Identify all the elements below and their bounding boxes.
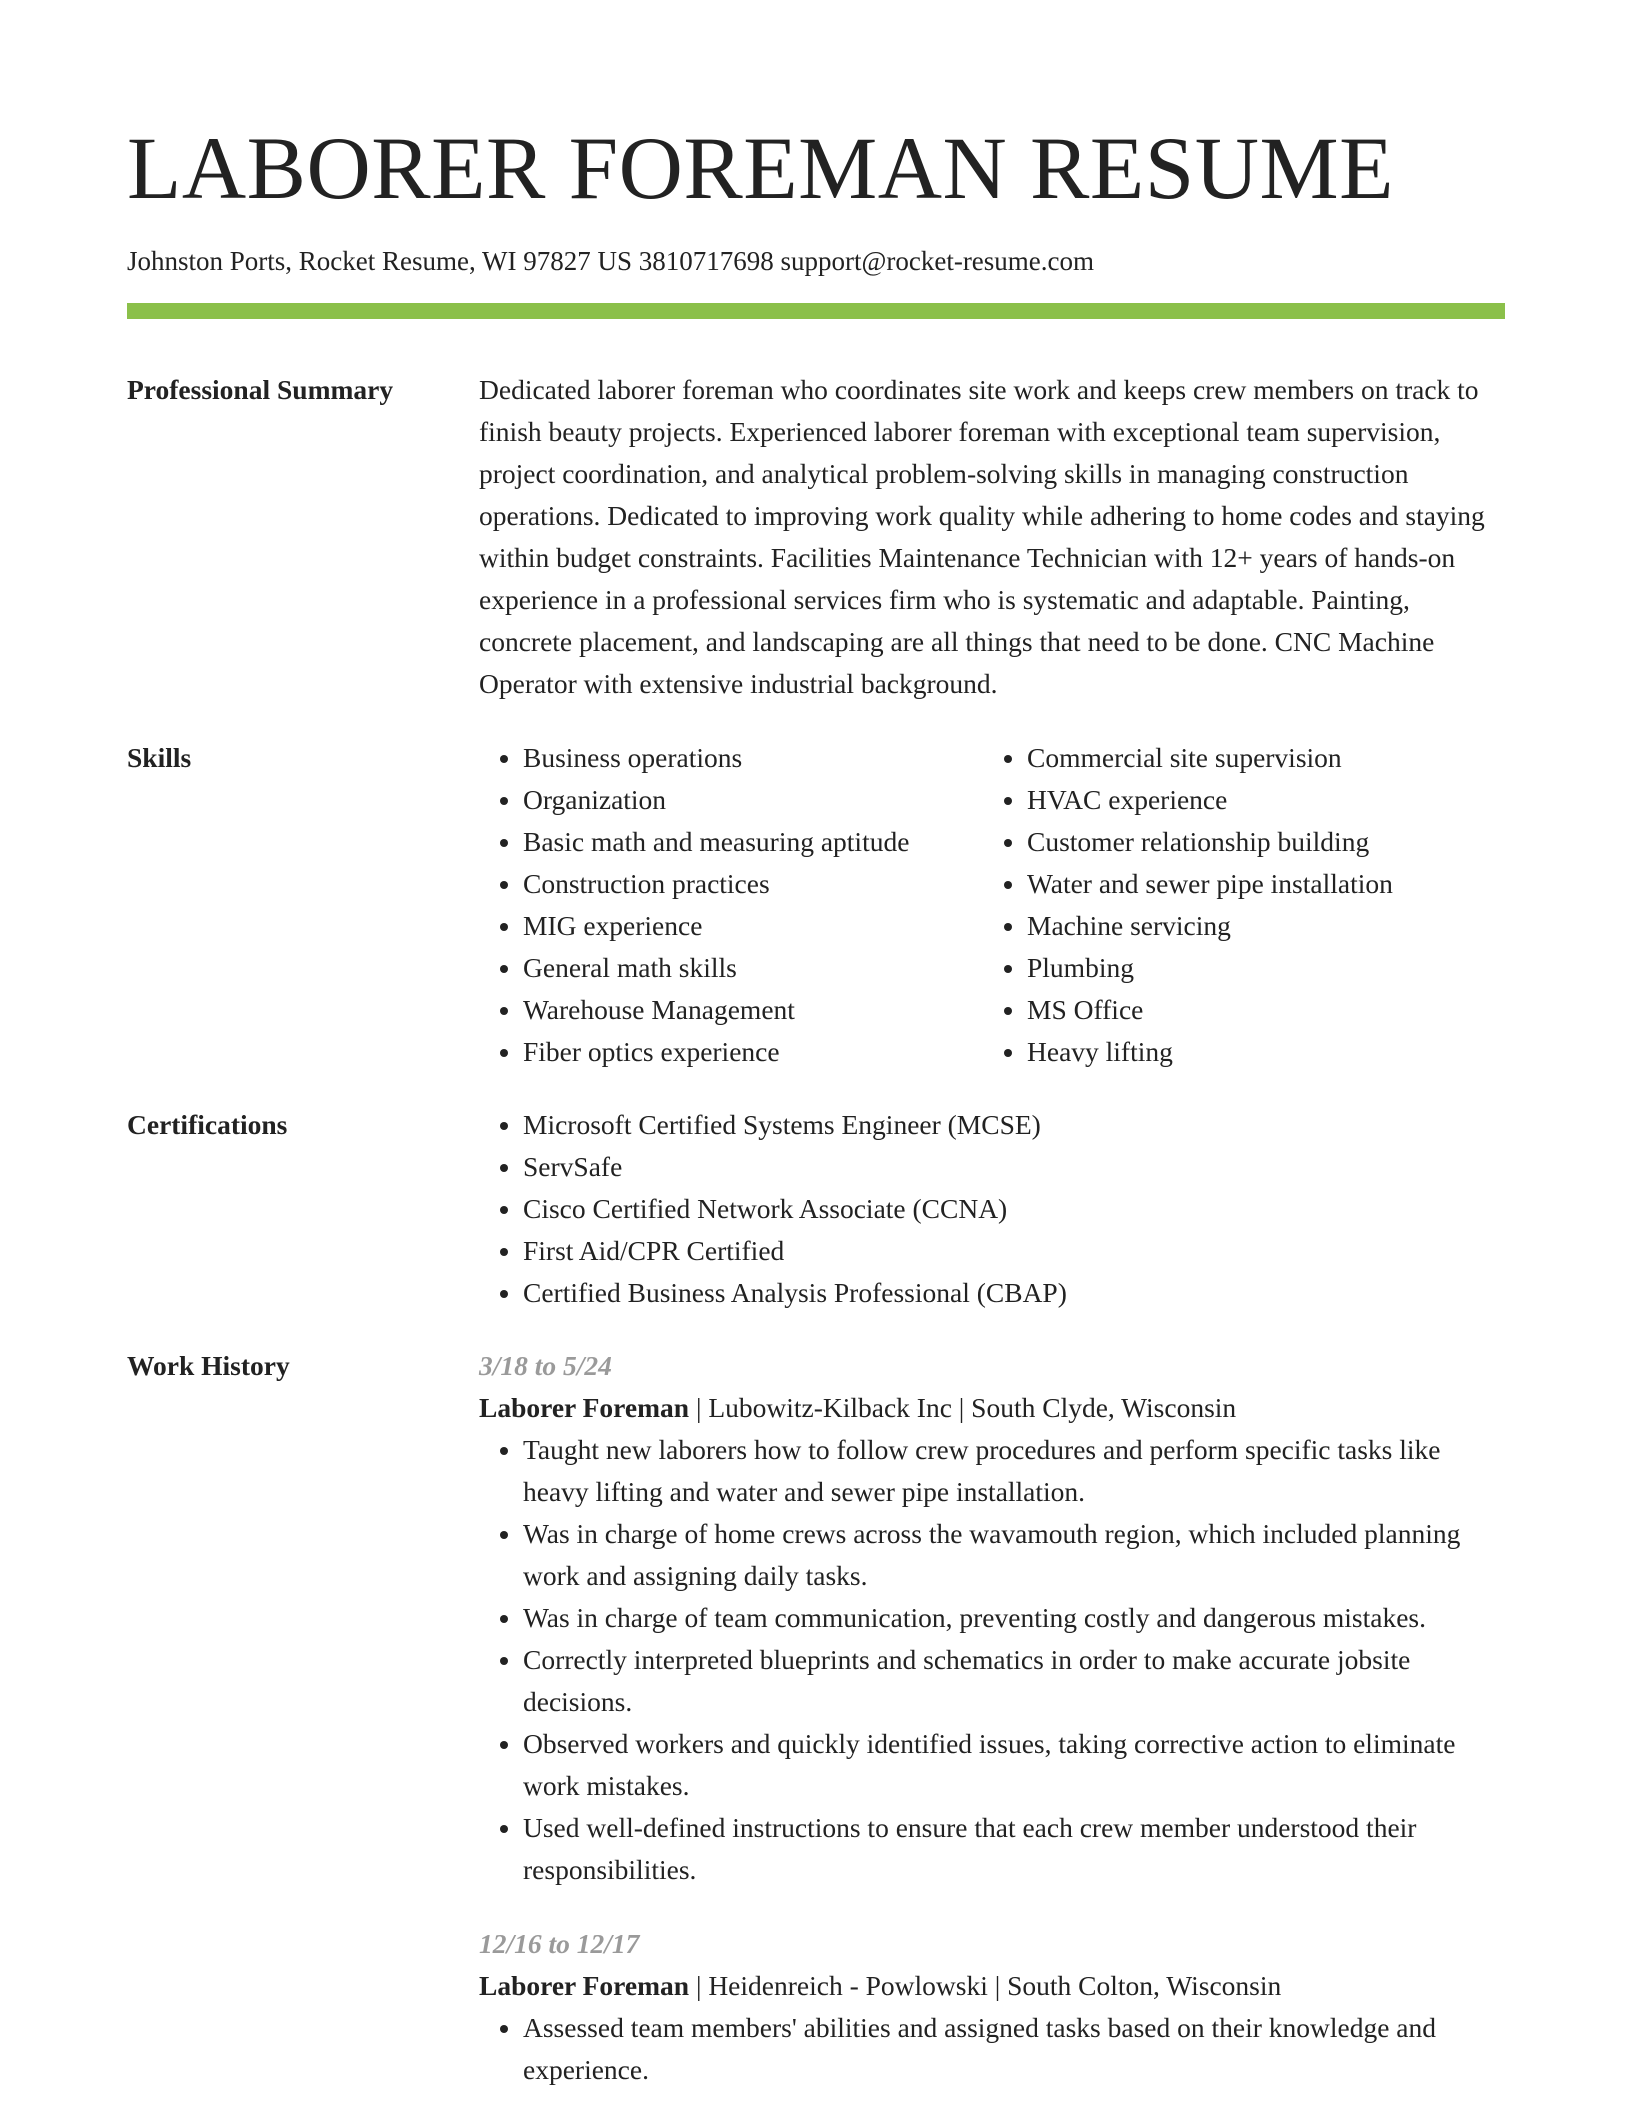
skills-column-2 bbox=[983, 737, 1505, 1073]
list-item: • Organization bbox=[523, 779, 983, 821]
summary-text: Dedicated laborer foreman who coordinates site work and keeps crew members on track to finish beauty projects. Experienced laborer foreman with exceptional team supervision, project coordination, and analytical problem-solving skills in managing construction operations. Dedicated to improving work quality while adhering to home codes and staying within budget constraints. Facilities Maintenance Technician with 12+ years of hands-on experience in a professional services firm who is systematic and adaptable. Painting, concrete placement, and landscaping are all things that need to be done. CNC Machine Operator with extensive industrial background. bbox=[479, 374, 1485, 699]
job-dates: 3/18 to 5/24 bbox=[479, 1350, 612, 1381]
job-duties-list bbox=[479, 1429, 1505, 1891]
list-item: • Microsoft Certified Systems Engineer (MCSE) bbox=[523, 1104, 1505, 1146]
list-item: • Taught new laborers how to follow crew procedures and perform specific tasks like heavy lifting and water and sewer pipe installation. bbox=[523, 1429, 1505, 1513]
job-employer-location: | Heidenreich - Powlowski | South Colton, Wisconsin bbox=[689, 1970, 1282, 2001]
list-item: • Machine servicing bbox=[1027, 905, 1505, 947]
list-item: • General math skills bbox=[523, 947, 983, 989]
resume-title: LABORER FOREMAN RESUME bbox=[127, 120, 1395, 218]
list-item: • Observed workers and quickly identified issues, taking corrective action to eliminate work mistakes. bbox=[523, 1723, 1505, 1807]
section-label-work-history: Work History bbox=[127, 1350, 290, 1381]
job-heading bbox=[479, 1965, 1505, 2007]
list-item: • Correctly interpreted blueprints and schematics in order to make accurate jobsite decisions. bbox=[523, 1639, 1505, 1723]
contact-line: Johnston Ports, Rocket Resume, WI 97827 US 3810717698 support@rocket-resume.com bbox=[127, 246, 1095, 276]
list-item: • Commercial site supervision bbox=[1027, 737, 1505, 779]
list-item: • Basic math and measuring aptitude bbox=[523, 821, 983, 863]
professional-summary-section bbox=[127, 369, 1505, 705]
list-item: • Plumbing bbox=[1027, 947, 1505, 989]
list-item: • Certified Business Analysis Professional (CBAP) bbox=[523, 1272, 1505, 1314]
list-item: • Heavy lifting bbox=[1027, 1031, 1505, 1073]
section-label-summary: Professional Summary bbox=[127, 374, 394, 405]
job-title: Laborer Foreman bbox=[479, 1970, 690, 2001]
list-item: • MIG experience bbox=[523, 905, 983, 947]
section-label-certifications: Certifications bbox=[127, 1109, 288, 1140]
certifications-list bbox=[479, 1104, 1505, 1314]
skills-section bbox=[127, 737, 1505, 1073]
section-label-skills: Skills bbox=[127, 742, 192, 773]
list-item: • ServSafe bbox=[523, 1146, 1505, 1188]
certifications-section bbox=[127, 1104, 1505, 1314]
accent-divider bbox=[127, 303, 1505, 319]
job-dates: 12/16 to 12/17 bbox=[479, 1928, 640, 1959]
skills-body bbox=[479, 737, 1505, 1073]
summary-body bbox=[479, 369, 1505, 705]
work-history-body bbox=[479, 1345, 1505, 2123]
skills-column-1 bbox=[479, 737, 983, 1073]
job-heading bbox=[479, 1387, 1505, 1429]
list-item: • Was in charge of home crews across the wavamouth region, which included planning work and assigning daily tasks. bbox=[523, 1513, 1505, 1597]
job-employer-location: | Lubowitz-Kilback Inc | South Clyde, Wisconsin bbox=[689, 1392, 1237, 1423]
list-item: • Warehouse Management bbox=[523, 989, 983, 1031]
list-item: • Business operations bbox=[523, 737, 983, 779]
list-item: • Assessed team members' abilities and assigned tasks based on their knowledge and experience. bbox=[523, 2007, 1505, 2091]
list-item: • Used well-defined instructions to ensure that each crew member understood their responsibilities. bbox=[523, 1807, 1505, 1891]
certifications-body bbox=[479, 1104, 1505, 1314]
job-title: Laborer Foreman bbox=[479, 1392, 690, 1423]
list-item: • Customer relationship building bbox=[1027, 821, 1505, 863]
list-item: • MS Office bbox=[1027, 989, 1505, 1031]
resume-page bbox=[127, 0, 1505, 2123]
list-item: • Was in charge of team communication, preventing costly and dangerous mistakes. bbox=[523, 1597, 1505, 1639]
job-entry bbox=[479, 1345, 1505, 1891]
work-history-section bbox=[127, 1345, 1505, 2123]
list-item: • First Aid/CPR Certified bbox=[523, 1230, 1505, 1272]
list-item: • Fiber optics experience bbox=[523, 1031, 983, 1073]
job-duties-list bbox=[479, 2007, 1505, 2091]
list-item: • Construction practices bbox=[523, 863, 983, 905]
list-item: • HVAC experience bbox=[1027, 779, 1505, 821]
list-item: • Water and sewer pipe installation bbox=[1027, 863, 1505, 905]
job-entry bbox=[479, 1923, 1505, 2091]
list-item: • Cisco Certified Network Associate (CCNA) bbox=[523, 1188, 1505, 1230]
